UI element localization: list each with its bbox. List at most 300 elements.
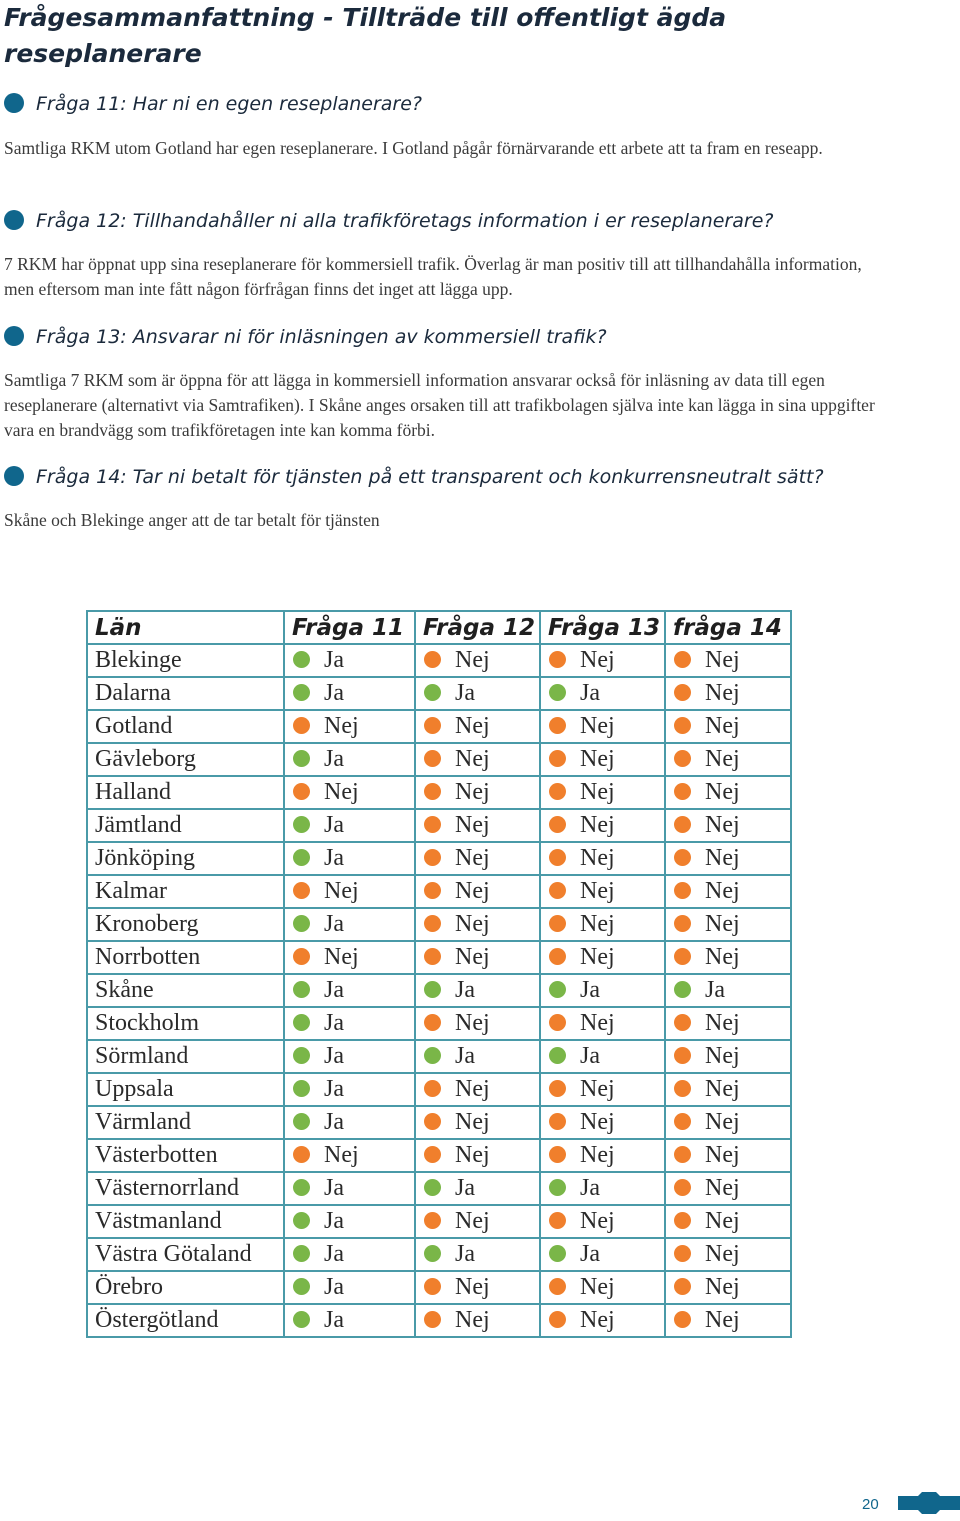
no-dot-icon (293, 948, 310, 965)
table-row (87, 908, 791, 941)
question-12-heading-text: Fråga 12: Tillhandahåller ni alla trafikföretags information i er reseplanerare? (36, 210, 774, 232)
bullet-icon (4, 210, 24, 230)
no-dot-icon (549, 1311, 566, 1328)
answer-text: Nej (705, 944, 740, 970)
no-dot-icon (293, 717, 310, 734)
answer-cell (284, 776, 415, 809)
answer-cell (540, 1205, 665, 1238)
answer-text: Nej (705, 1043, 740, 1069)
answer-cell (284, 710, 415, 743)
no-dot-icon (293, 882, 310, 899)
header-fraga-14: fråga 14 (665, 611, 791, 644)
answer-cell (415, 1172, 540, 1205)
answer-cell (415, 1040, 540, 1073)
no-dot-icon (549, 1113, 566, 1130)
table-row (87, 1139, 791, 1172)
no-dot-icon (293, 783, 310, 800)
answer-text: Ja (324, 845, 344, 871)
yes-dot-icon (424, 1245, 441, 1262)
answer-text: Ja (324, 1010, 344, 1036)
county-cell: Dalarna (87, 677, 284, 710)
yes-dot-icon (293, 750, 310, 767)
answer-text: Ja (324, 1076, 344, 1102)
no-dot-icon (293, 1146, 310, 1163)
answer-text: Nej (455, 1208, 490, 1234)
no-dot-icon (674, 1212, 691, 1229)
county-cell: Västernorrland (87, 1172, 284, 1205)
answer-text: Nej (455, 1109, 490, 1135)
question-12-answer: 7 RKM har öppnat upp sina reseplanerare för kommersiell trafik. Överlag är man positiv till att tillhandahålla information, men eftersom man inte fått någon förfrågan finns det inget att lägga upp. (4, 254, 862, 299)
answer-text: Nej (705, 878, 740, 904)
question-13-heading-text: Fråga 13: Ansvarar ni för inläsningen av kommersiell trafik? (36, 326, 607, 348)
answer-text: Nej (705, 1307, 740, 1333)
answer-text: Nej (705, 680, 740, 706)
answer-text: Nej (705, 812, 740, 838)
no-dot-icon (549, 651, 566, 668)
answer-cell (540, 974, 665, 1007)
no-dot-icon (424, 1080, 441, 1097)
answer-cell (284, 842, 415, 875)
answer-cell (415, 1106, 540, 1139)
answer-text: Ja (324, 911, 344, 937)
answer-cell (540, 908, 665, 941)
no-dot-icon (674, 816, 691, 833)
answer-cell (415, 1205, 540, 1238)
yes-dot-icon (549, 684, 566, 701)
answer-text: Ja (455, 680, 475, 706)
answer-text: Ja (324, 812, 344, 838)
no-dot-icon (674, 915, 691, 932)
answer-cell (665, 1139, 791, 1172)
header-fraga-11: Fråga 11 (284, 611, 415, 644)
answer-cell (665, 941, 791, 974)
table-body (87, 644, 791, 1337)
table-header-row (87, 611, 791, 644)
table-row (87, 842, 791, 875)
answer-text: Nej (455, 779, 490, 805)
no-dot-icon (424, 717, 441, 734)
question-11-heading-text: Fråga 11: Har ni en egen reseplanerare? (36, 93, 423, 115)
answer-cell (540, 875, 665, 908)
answer-text: Ja (324, 680, 344, 706)
county-cell: Uppsala (87, 1073, 284, 1106)
no-dot-icon (674, 1080, 691, 1097)
no-dot-icon (424, 1278, 441, 1295)
answer-cell (665, 842, 791, 875)
answer-text: Ja (324, 1274, 344, 1300)
answer-text: Ja (324, 1043, 344, 1069)
answer-text: Ja (455, 977, 475, 1003)
no-dot-icon (424, 1014, 441, 1031)
answer-text: Nej (580, 779, 615, 805)
no-dot-icon (674, 1179, 691, 1196)
no-dot-icon (424, 750, 441, 767)
answer-text: Nej (324, 713, 359, 739)
no-dot-icon (424, 651, 441, 668)
answer-text: Ja (455, 1043, 475, 1069)
answer-text: Nej (705, 746, 740, 772)
answer-text: Nej (455, 911, 490, 937)
county-cell: Östergötland (87, 1304, 284, 1337)
question-11-heading (4, 91, 422, 117)
county-cell: Gotland (87, 710, 284, 743)
county-cell: Gävleborg (87, 743, 284, 776)
no-dot-icon (424, 1311, 441, 1328)
answer-cell (415, 1271, 540, 1304)
table-row (87, 1106, 791, 1139)
answer-cell (415, 776, 540, 809)
answer-cell (665, 908, 791, 941)
answer-text: Ja (580, 1241, 600, 1267)
answer-cell (665, 677, 791, 710)
no-dot-icon (674, 1278, 691, 1295)
answer-text: Ja (324, 977, 344, 1003)
answer-text: Ja (580, 1043, 600, 1069)
no-dot-icon (549, 849, 566, 866)
yes-dot-icon (424, 684, 441, 701)
answer-cell (665, 809, 791, 842)
yes-dot-icon (293, 1179, 310, 1196)
answer-cell (540, 677, 665, 710)
answer-cell (540, 1007, 665, 1040)
no-dot-icon (424, 915, 441, 932)
no-dot-icon (674, 948, 691, 965)
yes-dot-icon (293, 1245, 310, 1262)
no-dot-icon (674, 1113, 691, 1130)
answer-text: Nej (705, 1076, 740, 1102)
answer-cell (540, 710, 665, 743)
no-dot-icon (424, 1212, 441, 1229)
answer-text: Nej (455, 1010, 490, 1036)
no-dot-icon (549, 1080, 566, 1097)
county-cell: Blekinge (87, 644, 284, 677)
answer-cell (284, 809, 415, 842)
yes-dot-icon (293, 1080, 310, 1097)
question-14-heading (4, 464, 824, 490)
county-cell: Västmanland (87, 1205, 284, 1238)
no-dot-icon (424, 1113, 441, 1130)
answer-cell (284, 1073, 415, 1106)
bullet-icon (4, 466, 24, 486)
no-dot-icon (424, 849, 441, 866)
table-row (87, 677, 791, 710)
yes-dot-icon (293, 816, 310, 833)
answer-text: Nej (455, 746, 490, 772)
answer-cell (415, 908, 540, 941)
answer-text: Nej (580, 812, 615, 838)
yes-dot-icon (293, 684, 310, 701)
answer-cell (540, 1172, 665, 1205)
no-dot-icon (549, 948, 566, 965)
answer-cell (665, 1271, 791, 1304)
county-cell: Västerbotten (87, 1139, 284, 1172)
no-dot-icon (674, 849, 691, 866)
county-cell: Kronoberg (87, 908, 284, 941)
answer-cell (540, 1040, 665, 1073)
no-dot-icon (549, 915, 566, 932)
yes-dot-icon (293, 1014, 310, 1031)
answer-cell (415, 974, 540, 1007)
answer-cell (284, 1106, 415, 1139)
no-dot-icon (674, 1245, 691, 1262)
yes-dot-icon (293, 1047, 310, 1064)
yes-dot-icon (293, 849, 310, 866)
answer-text: Ja (455, 1241, 475, 1267)
county-cell: Skåne (87, 974, 284, 1007)
no-dot-icon (549, 1212, 566, 1229)
answer-text: Ja (580, 680, 600, 706)
no-dot-icon (674, 783, 691, 800)
answer-cell (665, 1106, 791, 1139)
no-dot-icon (674, 684, 691, 701)
answer-cell (665, 1205, 791, 1238)
answer-cell (415, 941, 540, 974)
table-row (87, 809, 791, 842)
no-dot-icon (674, 882, 691, 899)
answer-cell (284, 1139, 415, 1172)
answer-text: Nej (455, 812, 490, 838)
no-dot-icon (424, 783, 441, 800)
answer-text: Nej (580, 1274, 615, 1300)
answer-cell (415, 743, 540, 776)
answer-text: Nej (580, 911, 615, 937)
answer-cell (665, 1073, 791, 1106)
answer-cell (284, 908, 415, 941)
question-13-answer: Samtliga 7 RKM som är öppna för att lägga in kommersiell information ansvarar också för inläsning av data till egen reseplanerare (alternativt via Samtrafiken). I Skåne anges orsaken till att trafikbolagen själva inte kan lägga in sina uppgifter vara en brandvägg som trafikföretagen inte kan komma förbi. (4, 370, 875, 440)
answer-text: Nej (324, 1142, 359, 1168)
answer-text: Nej (580, 1109, 615, 1135)
bullet-icon (4, 326, 24, 346)
yes-dot-icon (293, 1113, 310, 1130)
bullet-icon (4, 93, 24, 113)
county-cell: Norrbotten (87, 941, 284, 974)
header-fraga-12: Fråga 12 (415, 611, 540, 644)
question-14-answer: Skåne och Blekinge anger att de tar betalt för tjänsten (4, 510, 380, 530)
answer-text: Nej (455, 1142, 490, 1168)
answer-text: Nej (455, 944, 490, 970)
no-dot-icon (674, 1146, 691, 1163)
answer-cell (415, 710, 540, 743)
answer-cell (284, 1205, 415, 1238)
table-row (87, 1040, 791, 1073)
answer-text: Ja (580, 1175, 600, 1201)
no-dot-icon (549, 1278, 566, 1295)
answer-cell (415, 1007, 540, 1040)
answer-text: Ja (324, 647, 344, 673)
yes-dot-icon (549, 1179, 566, 1196)
answer-text: Ja (324, 1175, 344, 1201)
yes-dot-icon (293, 915, 310, 932)
yes-dot-icon (424, 1047, 441, 1064)
answer-cell (284, 644, 415, 677)
answer-text: Nej (705, 713, 740, 739)
answer-text: Nej (580, 647, 615, 673)
answer-cell (415, 1238, 540, 1271)
county-cell: Halland (87, 776, 284, 809)
county-cell: Jönköping (87, 842, 284, 875)
answer-text: Nej (705, 845, 740, 871)
answer-cell (540, 644, 665, 677)
no-dot-icon (674, 1047, 691, 1064)
county-cell: Värmland (87, 1106, 284, 1139)
answer-cell (415, 842, 540, 875)
answer-text: Nej (580, 1208, 615, 1234)
answer-text: Nej (455, 713, 490, 739)
answer-cell (284, 1040, 415, 1073)
answer-cell (665, 974, 791, 1007)
table-row (87, 710, 791, 743)
answer-cell (665, 743, 791, 776)
answer-text: Nej (455, 1076, 490, 1102)
no-dot-icon (674, 1311, 691, 1328)
answer-text: Nej (705, 1274, 740, 1300)
page-title: Frågesammanfattning - Tillträde till offentligt ägda reseplanerare (4, 3, 727, 68)
answer-text: Nej (705, 911, 740, 937)
answer-cell (415, 875, 540, 908)
yes-dot-icon (424, 1179, 441, 1196)
answer-cell (540, 743, 665, 776)
answer-cell (415, 644, 540, 677)
answer-text: Ja (705, 977, 725, 1003)
question-14-heading-text: Fråga 14: Tar ni betalt för tjänsten på ett transparent och konkurrensneutralt sätt? (36, 466, 824, 488)
table-row (87, 941, 791, 974)
answer-text: Nej (455, 845, 490, 871)
no-dot-icon (549, 1014, 566, 1031)
answer-text: Nej (705, 1208, 740, 1234)
answer-cell (284, 1007, 415, 1040)
answer-text: Nej (580, 1076, 615, 1102)
summary-table (86, 610, 792, 1338)
answer-text: Nej (580, 1142, 615, 1168)
answer-cell (540, 1106, 665, 1139)
answer-cell (284, 941, 415, 974)
county-cell: Örebro (87, 1271, 284, 1304)
answer-cell (284, 875, 415, 908)
answer-cell (540, 776, 665, 809)
no-dot-icon (549, 750, 566, 767)
no-dot-icon (549, 882, 566, 899)
county-cell: Sörmland (87, 1040, 284, 1073)
county-cell: Västra Götaland (87, 1238, 284, 1271)
header-lan: Län (87, 611, 284, 644)
no-dot-icon (549, 1146, 566, 1163)
question-13-heading (4, 324, 607, 350)
answer-text: Ja (455, 1175, 475, 1201)
yes-dot-icon (549, 981, 566, 998)
answer-cell (665, 776, 791, 809)
yes-dot-icon (549, 1047, 566, 1064)
answer-text: Nej (580, 1307, 615, 1333)
answer-cell (284, 974, 415, 1007)
answer-cell (415, 809, 540, 842)
table-row (87, 776, 791, 809)
yes-dot-icon (549, 1245, 566, 1262)
answer-cell (665, 1172, 791, 1205)
table-row (87, 1172, 791, 1205)
answer-text: Ja (324, 1241, 344, 1267)
table-row (87, 1304, 791, 1337)
table-row (87, 1205, 791, 1238)
no-dot-icon (424, 1146, 441, 1163)
answer-cell (540, 1139, 665, 1172)
answer-cell (665, 644, 791, 677)
answer-cell (284, 1238, 415, 1271)
answer-text: Nej (580, 878, 615, 904)
answer-cell (665, 875, 791, 908)
answer-cell (540, 1238, 665, 1271)
table-row (87, 1271, 791, 1304)
county-cell: Kalmar (87, 875, 284, 908)
answer-cell (540, 941, 665, 974)
yes-dot-icon (293, 1278, 310, 1295)
answer-cell (415, 1073, 540, 1106)
no-dot-icon (424, 882, 441, 899)
answer-text: Ja (580, 977, 600, 1003)
yes-dot-icon (293, 1212, 310, 1229)
table-row (87, 644, 791, 677)
answer-cell (415, 1139, 540, 1172)
table-row (87, 1238, 791, 1271)
answer-cell (540, 1304, 665, 1337)
answer-cell (665, 1007, 791, 1040)
answer-text: Nej (580, 845, 615, 871)
answer-cell (284, 1271, 415, 1304)
answer-text: Nej (324, 944, 359, 970)
answer-cell (665, 710, 791, 743)
question-12-heading (4, 208, 773, 234)
answer-text: Nej (705, 1010, 740, 1036)
header-fraga-13: Fråga 13 (540, 611, 665, 644)
answer-cell (540, 809, 665, 842)
yes-dot-icon (674, 981, 691, 998)
answer-text: Nej (580, 713, 615, 739)
answer-text: Nej (455, 1307, 490, 1333)
answer-text: Nej (324, 878, 359, 904)
answer-cell (665, 1040, 791, 1073)
answer-text: Nej (580, 1010, 615, 1036)
no-dot-icon (424, 816, 441, 833)
answer-cell (284, 1172, 415, 1205)
no-dot-icon (674, 1014, 691, 1031)
answer-text: Nej (705, 1241, 740, 1267)
answer-cell (284, 677, 415, 710)
page-tab-icon (898, 1492, 960, 1514)
answer-text: Nej (580, 746, 615, 772)
answer-cell (284, 743, 415, 776)
answer-cell (540, 842, 665, 875)
answer-text: Nej (705, 647, 740, 673)
answer-text: Nej (455, 1274, 490, 1300)
table-row (87, 974, 791, 1007)
answer-text: Ja (324, 1307, 344, 1333)
table-row (87, 1073, 791, 1106)
yes-dot-icon (293, 981, 310, 998)
answer-cell (284, 1304, 415, 1337)
question-11-answer: Samtliga RKM utom Gotland har egen reseplanerare. I Gotland pågår förnärvarande ett arbete att ta fram en reseapp. (4, 138, 823, 158)
county-cell: Stockholm (87, 1007, 284, 1040)
no-dot-icon (424, 948, 441, 965)
answer-text: Nej (705, 1175, 740, 1201)
answer-text: Nej (705, 1109, 740, 1135)
answer-text: Ja (324, 1109, 344, 1135)
answer-text: Nej (705, 1142, 740, 1168)
answer-text: Nej (455, 878, 490, 904)
answer-text: Nej (324, 779, 359, 805)
yes-dot-icon (424, 981, 441, 998)
no-dot-icon (549, 816, 566, 833)
answer-cell (665, 1238, 791, 1271)
answer-text: Nej (455, 647, 490, 673)
